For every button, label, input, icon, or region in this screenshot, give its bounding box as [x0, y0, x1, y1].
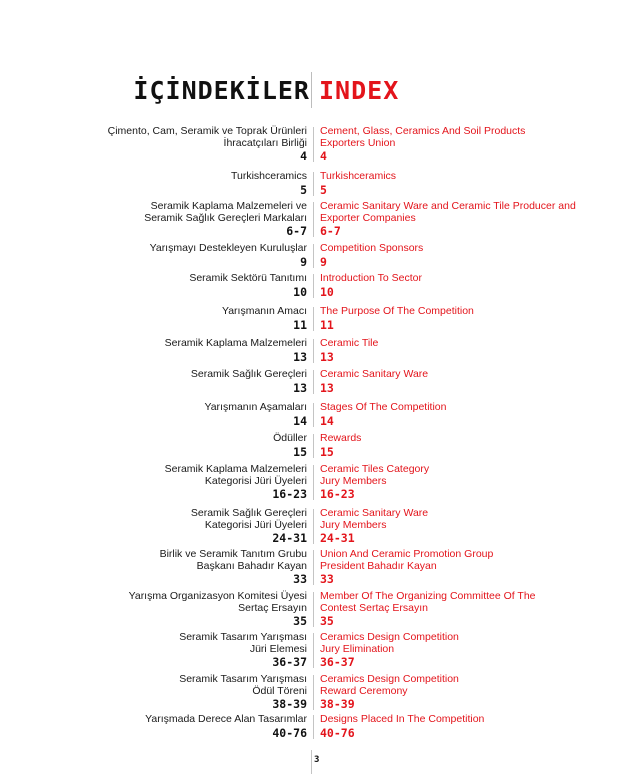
entry-page-tr: 40-76	[272, 725, 307, 740]
entry-divider	[313, 307, 314, 331]
entry-page-en: 9	[320, 254, 327, 269]
entry-page-tr: 13	[293, 380, 307, 395]
entry-line-en: Ceramics Design Competition	[320, 631, 459, 643]
entry-line-tr: Seramik Kaplama Malzemeleri	[164, 463, 307, 475]
entry-title-en	[320, 171, 590, 197]
entry-line-en: Ceramic Sanitary Ware and Ceramic Tile Producer and	[320, 200, 576, 212]
entry-page-tr: 11	[293, 317, 307, 332]
entry-line-en: Ceramic Sanitary Ware	[320, 368, 429, 380]
entry-divider	[313, 509, 314, 544]
entry-title-en	[320, 338, 590, 364]
entry-line-en: Ceramics Design Competition	[320, 673, 459, 685]
entry-line-tr: Yarışmanın Amacı	[221, 305, 307, 317]
entry-title-tr	[191, 508, 307, 545]
entry-divider	[313, 339, 314, 363]
entry-line-tr: Kategorisi Jüri Üyeleri	[204, 474, 307, 487]
entry-divider	[313, 715, 314, 739]
entry-line-tr: Birlik ve Seramik Tanıtım Grubu	[159, 548, 307, 560]
entry-page-tr: 9	[300, 254, 307, 269]
entry-title-tr	[165, 464, 307, 501]
entry-page-en: 33	[320, 572, 334, 586]
entry-title-tr	[179, 674, 307, 711]
entry-line-tr: Seramik Kaplama Malzemeleri ve	[150, 200, 307, 212]
entry-line-tr: Yarışma Organizasyon Komitesi Üyesi	[128, 590, 307, 602]
entry-divider	[313, 633, 314, 668]
entry-line-tr: Kategorisi Jüri Üyeleri	[204, 518, 307, 531]
entry-divider	[313, 202, 314, 237]
entry-divider	[313, 244, 314, 268]
title-divider	[311, 72, 312, 108]
entry-title-tr	[231, 171, 307, 197]
page-divider	[311, 750, 312, 774]
entry-line-tr: Ödüller	[273, 432, 307, 444]
entry-line-en: Competition Sponsors	[320, 242, 424, 254]
entry-line-en: President Bahadır Kayan	[320, 559, 437, 572]
entry-line-en: Ceramic Sanitary Ware	[320, 507, 429, 519]
entry-divider	[313, 370, 314, 394]
entry-line-en: Jury Members	[320, 474, 387, 487]
entry-divider	[313, 274, 314, 298]
entry-title-en	[320, 273, 590, 299]
entry-line-en: Union And Ceramic Promotion Group	[320, 548, 494, 560]
entry-page-en: 15	[320, 444, 334, 459]
entry-line-en: Jury Elimination	[320, 642, 395, 655]
entry-title-tr	[145, 714, 307, 740]
entry-title-tr	[108, 126, 307, 163]
entry-line-tr: Başkanı Bahadır Kayan	[196, 559, 307, 572]
entry-title-en	[320, 243, 590, 269]
entry-line-en: Ceramic Tiles Category	[320, 463, 430, 475]
entry-title-en	[320, 369, 590, 395]
entry-line-en: Turkishceramics	[320, 170, 397, 182]
entry-title-tr	[273, 433, 307, 459]
entry-divider	[313, 434, 314, 458]
entry-title-en	[320, 632, 590, 669]
entry-page-en: 10	[320, 284, 334, 299]
entry-title-en	[320, 549, 590, 586]
entry-title-en	[320, 126, 590, 163]
entry-page-tr: 5	[300, 182, 307, 197]
entry-page-tr: 35	[293, 614, 307, 628]
entry-title-tr	[179, 632, 307, 669]
entry-title-en	[320, 201, 590, 238]
entry-line-en: Ceramic Tile	[320, 337, 379, 349]
entry-line-en: The Purpose Of The Competition	[320, 305, 474, 317]
entry-page-en: 13	[320, 349, 334, 364]
entry-title-tr	[144, 201, 307, 238]
entry-title-en	[320, 433, 590, 459]
entry-title-en	[320, 714, 590, 740]
entry-divider	[313, 675, 314, 710]
page-number: 3	[314, 755, 320, 765]
entry-line-tr: Seramik Kaplama Malzemeleri	[164, 337, 307, 349]
entry-line-en: Jury Members	[320, 518, 387, 531]
entry-title-en	[320, 674, 590, 711]
entry-page-en: 40-76	[320, 725, 355, 740]
entry-divider	[313, 403, 314, 427]
entry-page-tr: 6-7	[286, 224, 307, 238]
entry-title-tr	[160, 549, 307, 586]
entry-divider	[313, 172, 314, 196]
entry-line-tr: Seramik Sağlık Gereçleri	[190, 368, 307, 380]
entry-line-en: Contest Sertaç Ersayın	[320, 601, 428, 614]
entry-line-en: Reward Ceremony	[320, 684, 408, 697]
entry-line-tr: Jüri Elemesi	[249, 642, 307, 655]
entry-title-tr	[204, 402, 307, 428]
entry-line-tr: İhracatçıları Birliği	[223, 136, 307, 149]
entry-divider	[313, 550, 314, 585]
title-tr: İÇİNDEKİLER	[133, 76, 310, 105]
entry-page-tr: 16-23	[272, 487, 307, 501]
entry-page-en: 38-39	[320, 697, 355, 711]
entry-line-tr: Yarışmayı Destekleyen Kuruluşlar	[149, 242, 307, 254]
entry-title-en	[320, 402, 590, 428]
entry-divider	[313, 592, 314, 627]
entry-line-tr: Turkishceramics	[230, 170, 307, 182]
entry-line-tr: Seramik Tasarım Yarışması	[179, 673, 307, 685]
entry-line-tr: Yarışmada Derece Alan Tasarımlar	[145, 713, 307, 725]
entry-line-tr: Seramik Sektörü Tanıtımı	[189, 272, 307, 284]
entry-title-tr	[129, 591, 307, 628]
entry-page-en: 35	[320, 614, 334, 628]
entry-page-en: 16-23	[320, 487, 355, 501]
entry-title-en	[320, 306, 590, 332]
entry-page-en: 13	[320, 380, 334, 395]
entry-page-tr: 14	[293, 413, 307, 428]
entry-title-en	[320, 591, 590, 628]
entry-page-en: 36-37	[320, 655, 355, 669]
entry-line-en: Rewards	[320, 432, 362, 444]
entry-title-tr	[189, 273, 307, 299]
title-en: INDEX	[319, 76, 400, 105]
entry-title-tr	[150, 243, 307, 269]
entry-page-tr: 15	[293, 444, 307, 459]
entry-line-tr: Sertaç Ersayın	[238, 601, 307, 614]
entry-line-en: Cement, Glass, Ceramics And Soil Products	[320, 125, 526, 137]
entry-page-en: 14	[320, 413, 334, 428]
entry-line-tr: Ödül Töreni	[252, 684, 307, 697]
entry-page-tr: 13	[293, 349, 307, 364]
entry-title-tr	[165, 338, 307, 364]
entry-line-en: Designs Placed In The Competition	[320, 713, 485, 725]
entry-title-tr	[191, 369, 307, 395]
entry-line-en: Member Of The Organizing Committee Of The	[320, 590, 536, 602]
entry-page-en: 5	[320, 182, 327, 197]
entry-page-tr: 24-31	[272, 531, 307, 545]
entry-line-tr: Seramik Sağlık Gereçleri Markaları	[144, 211, 307, 224]
entry-page-en: 24-31	[320, 531, 355, 545]
entry-line-en: Exporter Companies	[320, 211, 416, 224]
entry-divider	[313, 127, 314, 162]
entry-page-tr: 4	[300, 149, 307, 163]
entry-page-tr: 10	[293, 284, 307, 299]
entry-title-en	[320, 508, 590, 545]
entry-line-en: Exporters Union	[320, 136, 396, 149]
entry-page-tr: 33	[293, 572, 307, 586]
entry-line-en: Stages Of The Competition	[320, 401, 447, 413]
entry-page-en: 6-7	[320, 224, 341, 238]
entry-page-en: 11	[320, 317, 334, 332]
entry-line-tr: Seramik Sağlık Gereçleri	[190, 507, 307, 519]
entry-line-tr: Seramik Tasarım Yarışması	[179, 631, 307, 643]
entry-page-tr: 36-37	[272, 655, 307, 669]
entry-page-tr: 38-39	[272, 697, 307, 711]
entry-line-tr: Yarışmanın Aşamaları	[204, 401, 307, 413]
entry-line-en: Introduction To Sector	[320, 272, 422, 284]
entry-divider	[313, 465, 314, 500]
entry-title-en	[320, 464, 590, 501]
entry-page-en: 4	[320, 149, 327, 163]
entry-line-tr: Çimento, Cam, Seramik ve Toprak Ürünleri	[107, 125, 307, 137]
entry-title-tr	[222, 306, 307, 332]
